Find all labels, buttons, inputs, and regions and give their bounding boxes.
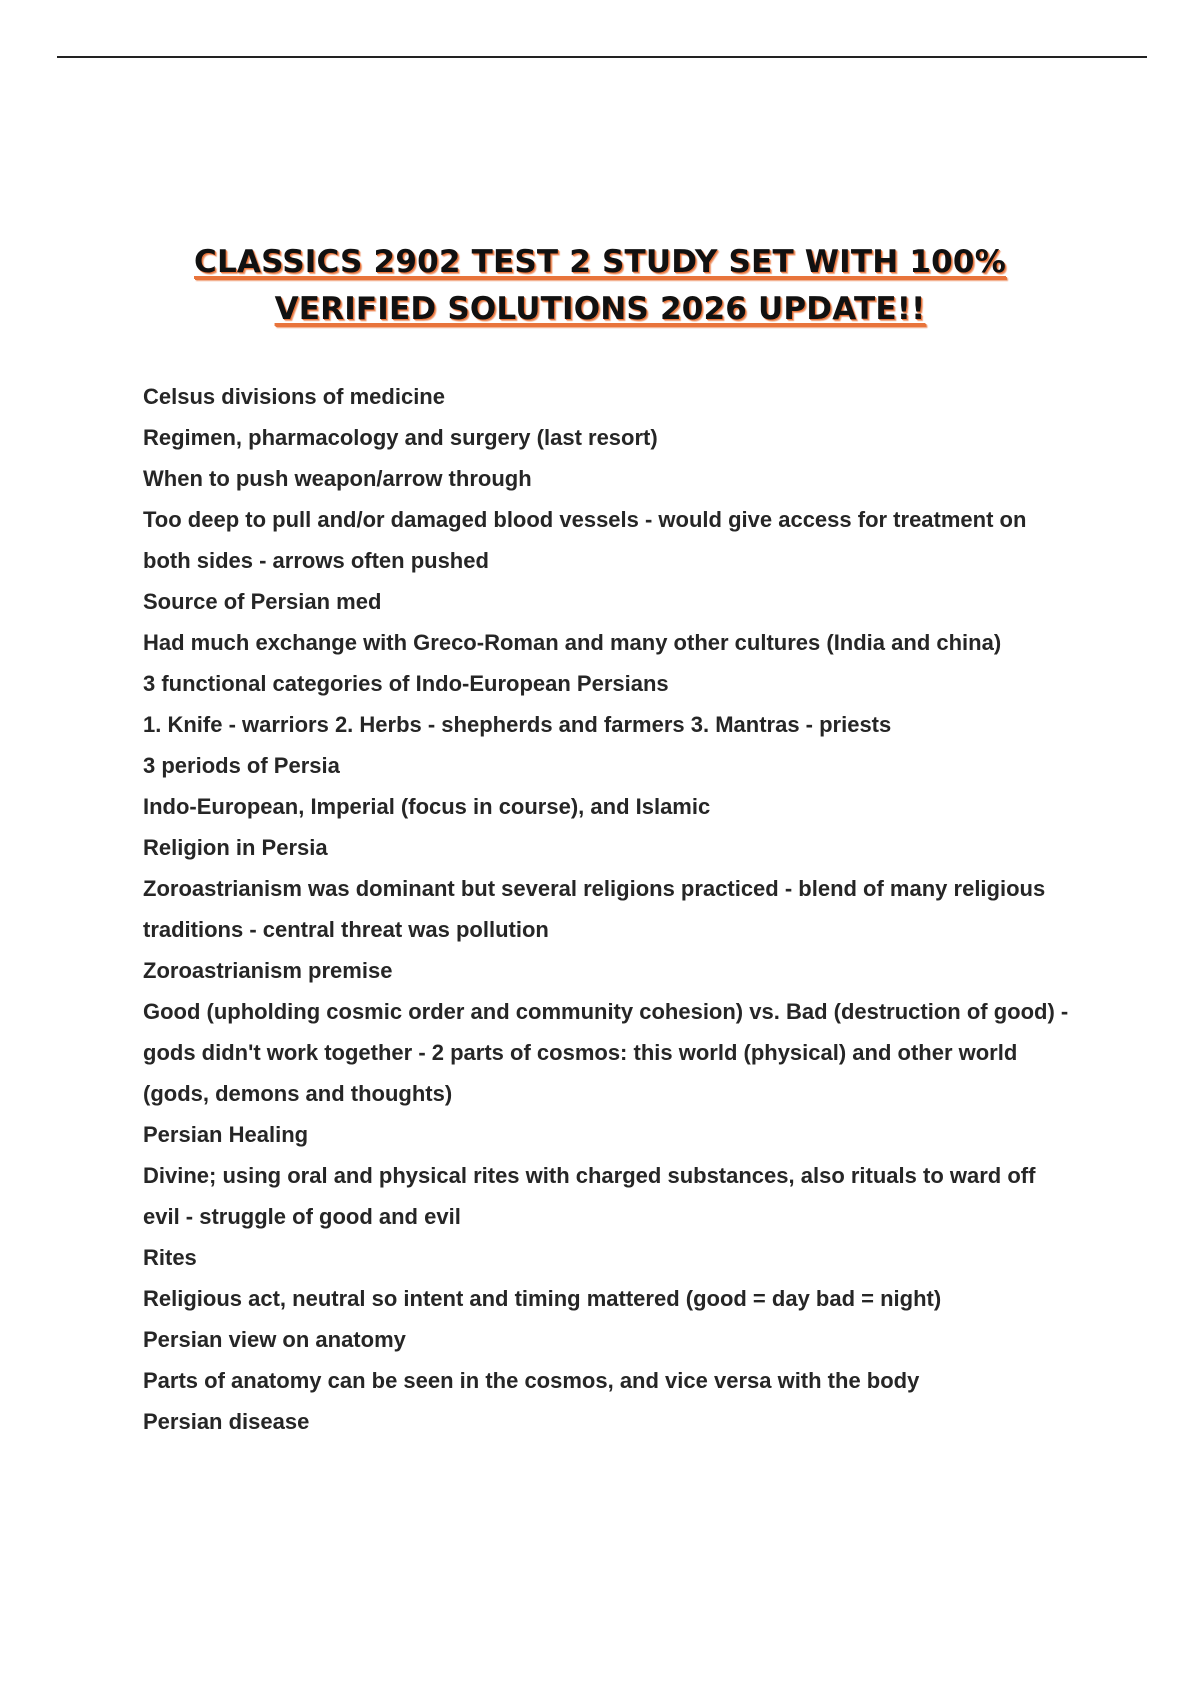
entry [143,376,1078,458]
entry-question: Source of Persian med [143,589,382,614]
entry-answer: Religious act, neutral so intent and timing mattered (good = day bad = night) [143,1286,942,1311]
entry-answer: Parts of anatomy can be seen in the cosmos, and vice versa with the body [143,1368,920,1393]
title-line-1: CLASSICS 2902 TEST 2 STUDY SET WITH 100% [194,243,1006,280]
entry-answer: Divine; using oral and physical rites with charged substances, also rituals to ward off evil - struggle of good and evil [143,1163,1036,1229]
entry-question: 3 periods of Persia [143,753,340,778]
entry [143,1237,1078,1319]
entry-answer: Indo-European, Imperial (focus in course), and Islamic [143,794,711,819]
entry-question: Zoroastrianism premise [143,958,393,983]
entry-question: Persian Healing [143,1122,309,1147]
entry-question: Rites [143,1245,197,1270]
entry-answer: Too deep to pull and/or damaged blood vessels - would give access for treatment on both sides - arrows often pushed [143,507,1027,573]
entry [143,950,1078,1114]
entry-question: Persian view on anatomy [143,1327,406,1352]
entry [143,663,1078,745]
entry-answer: 1. Knife - warriors 2. Herbs - shepherds and farmers 3. Mantras - priests [143,712,892,737]
title-line-2: VERIFIED SOLUTIONS 2026 UPDATE!! [274,290,926,327]
entry-answer: Good (upholding cosmic order and community cohesion) vs. Bad (destruction of good) - gods didn't work together - 2 parts of cosmos: this world (physical) and other world (gods, demons and thoughts) [143,999,1069,1106]
entry [143,581,1078,663]
entry-question: When to push weapon/arrow through [143,466,532,491]
entry-question: Celsus divisions of medicine [143,384,445,409]
entry-question: Religion in Persia [143,835,328,860]
study-set-content [143,376,1078,1442]
entry [143,827,1078,950]
entry-question: Persian disease [143,1409,310,1434]
entry-question: 3 functional categories of Indo-European Persians [143,671,669,696]
entry [143,1114,1078,1237]
document-title [100,239,1100,333]
entry [143,1401,1078,1442]
entry [143,1319,1078,1401]
entry-answer: Zoroastrianism was dominant but several religions practiced - blend of many religious traditions - central threat was pollution [143,876,1046,942]
top-rule [57,56,1147,58]
entry-answer: Regimen, pharmacology and surgery (last resort) [143,425,658,450]
entry-answer: Had much exchange with Greco-Roman and many other cultures (India and china) [143,630,1002,655]
entry [143,745,1078,827]
entry [143,458,1078,581]
